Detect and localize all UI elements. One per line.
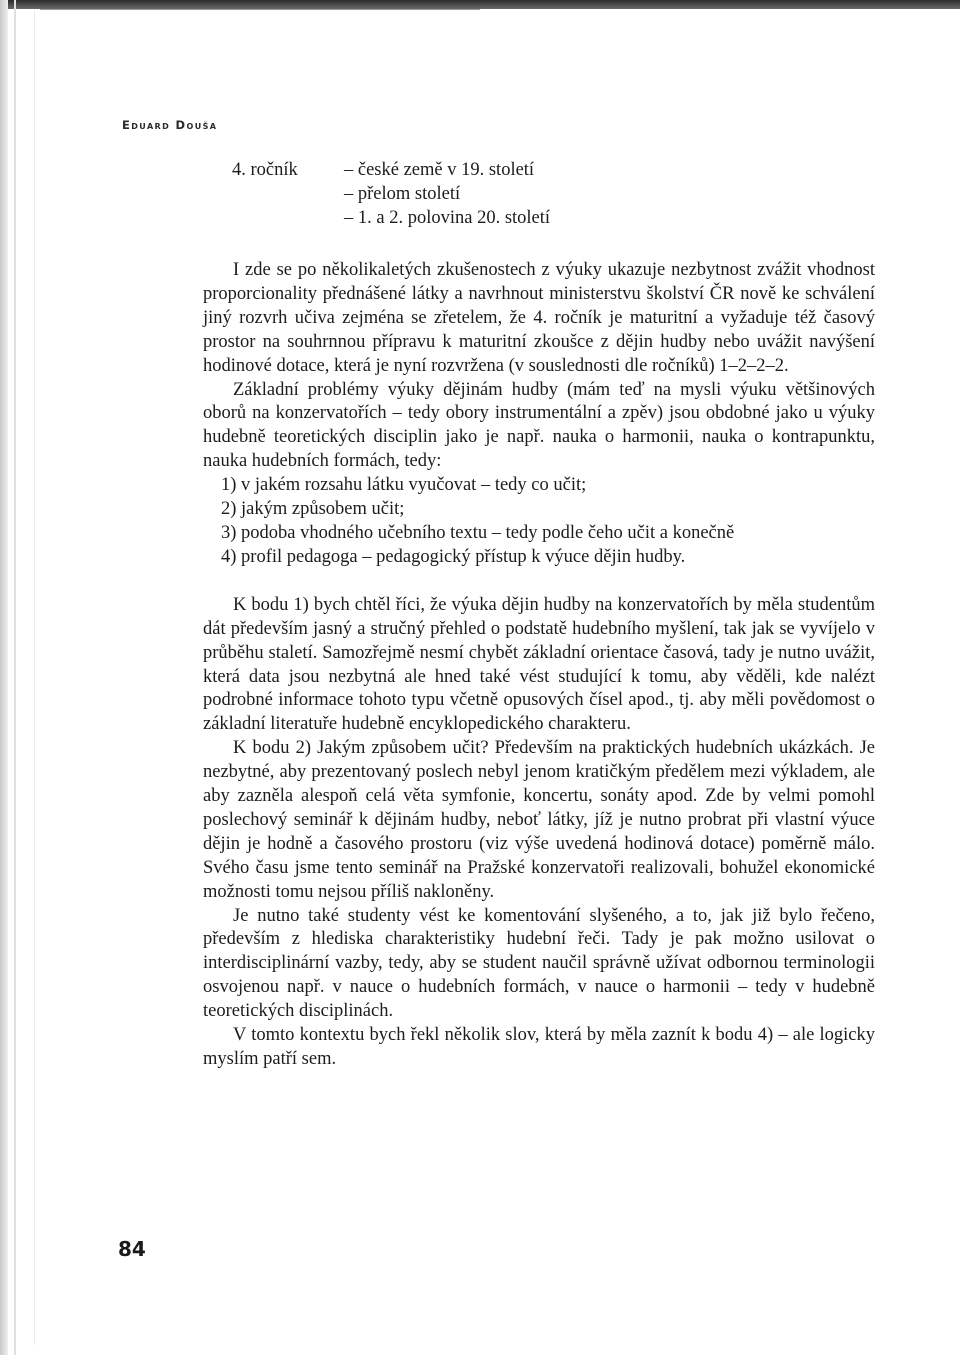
scan-left-edge (0, 0, 8, 1355)
problem-list (203, 474, 875, 570)
running-head-author: Eduard Douša (122, 118, 218, 132)
list-item: 3) podoba vhodného učebního textu – tedy podle čeho učit a konečně (221, 522, 735, 543)
syllabus-topic: – české země v 19. století (344, 160, 535, 180)
syllabus-topic: – 1. a 2. polovina 20. století (344, 208, 551, 228)
list-item: 2) jakým způsobem učit; (221, 499, 405, 520)
scan-left-edge-line (14, 0, 16, 1355)
paragraph-context: V tomto kontextu bych řekl několik slov, která by měla zaznít k bodu 4) – ale logicky myslím patří sem. (203, 1025, 875, 1069)
syllabus-year-label (232, 182, 344, 206)
syllabus-row (232, 182, 550, 206)
syllabus-row (232, 206, 550, 230)
list-item: 1) v jakém rozsahu látku vyučovat – tedy co učit; (221, 475, 587, 496)
scan-left-edge-line-faint (34, 10, 35, 1345)
syllabus-block (232, 158, 550, 230)
scan-top-border (0, 0, 960, 9)
paragraph-basic-problems: Základní problémy výuky dějinám hudby (mám teď na mysli výuku většinových oborů na konzervatořích – tedy obory instrumentální a zpěv) jsou obdobné jako u výuky hudebně teoretických disciplin jako je např. nauka o harmonii, nauka o kontrapunktu, nauka hudebních formách, tedy: (203, 379, 875, 472)
paragraph-curriculum: I zde se po několikaletých zkušenostech z výuky ukazuje nezbytnost zvážit vhodnost proporcionality přednášené látky a navrhnout ministerstvu školství ČR nově ke schválení jiný rozvrh učiva zejména se zřetelem, že 4. ročník je maturitní a vyžaduje též časový prostor na souhrnnou přípravu k maturitní zkoušce z dějin hudby nebo uvážit navýšení hodinové dotace, která je nyní rozvržena (v souslednosti dle ročníků) 1–2–2–2. (203, 260, 875, 376)
syllabus-year-label: 4. ročník (232, 160, 298, 180)
syllabus-year-label (232, 206, 344, 230)
page-number: 84 (118, 1237, 146, 1261)
syllabus-topic: – přelom století (344, 184, 461, 204)
list-item: 4) profil pedagoga – pedagogický přístup k výuce dějin hudby. (221, 546, 686, 567)
paragraph-point-1: K bodu 1) bych chtěl říci, že výuka dějin hudby na konzervatořích by měla studentům dát především jasný a stručný přehled o podstatě hudebního myšlení, tak jak se vyvíjelo v průběhu staletí. Samozřejmě nesmí chybět základní orientace časová, tady je nutno uvážit, která data jsou nezbytná ale hned také vést studující k tomu, aby věděli, kde nalézt podrobné informace tohoto typu včetně opusových čísel apod., tj. aby měli povědomost o základní literatuře hudebně encyklopedického charakteru. (203, 594, 875, 735)
syllabus-row (232, 158, 550, 182)
body-text (203, 259, 875, 1072)
scan-top-line (40, 9, 480, 10)
paragraph-commentary: Je nutno také studenty vést ke komentování slyšeného, a to, jak již bylo řečeno, především z hlediska charakteristiky hudební řeči. Tady je pak možno usilovat o interdisciplinární vazby, tedy, aby se student naučil správně užívat odbornou terminologii osvojenou např. v nauce o hudebních formách, v nauce o harmonii – tedy v hudebně teoretických disciplinách. (203, 905, 875, 1022)
paragraph-point-2: K bodu 2) Jakým způsobem učit? Především na praktických hudebních ukázkách. Je nezbytné, aby prezentovaný poslech nebyl jenom kratičkým předělem mezi výkladem, ale aby zazněla alespoň celá věta symfonie, koncertu, sonáty apod. Zde by velmi pomohl poslechový seminář k dějinám hudby, neboť látky, jíž je nutno probrat při vlastní výuce dějin je hodně a časového prostoru (viz výše uvedená hodinová dotace) poměrně málo. Svého času jsme tento seminář na Pražské konzervatoři realizovali, bohužel ekonomické možnosti tomu nejsou příliš nakloněny. (203, 738, 875, 902)
paragraph-gap (203, 570, 875, 594)
